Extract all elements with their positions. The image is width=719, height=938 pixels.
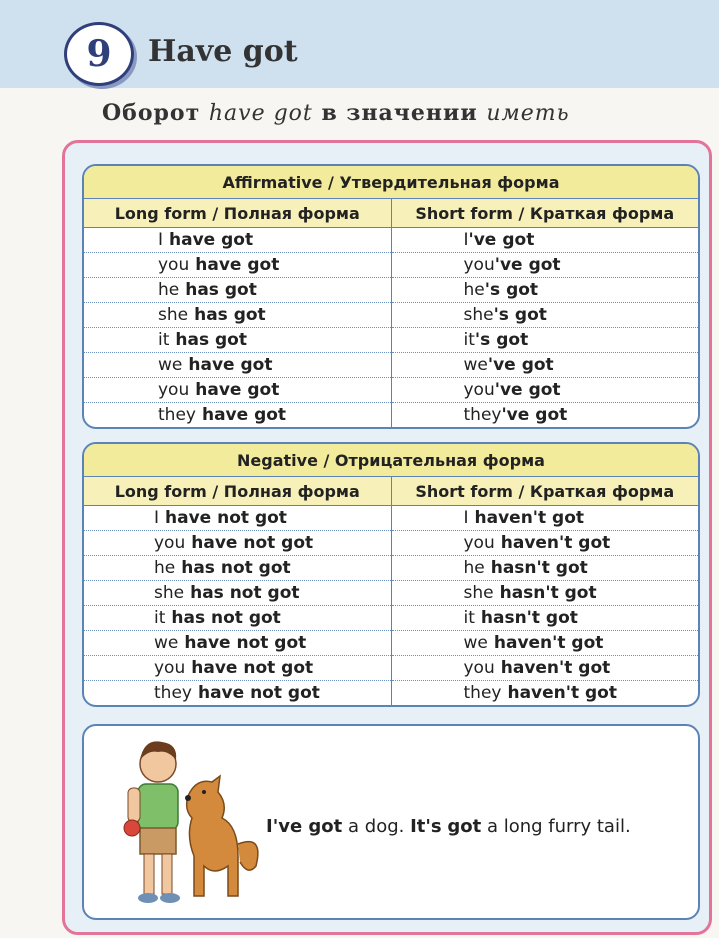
negative-verb: has not got <box>171 608 281 628</box>
affirmative-short-got: got <box>521 355 554 375</box>
negative-subject: you <box>154 533 186 553</box>
unit-number-badge <box>64 22 134 86</box>
affirmative-short-got: got <box>514 305 547 325</box>
affirmative-short-row <box>392 303 699 328</box>
affirmative-subject: I <box>158 230 164 250</box>
negative-short-row <box>392 606 699 631</box>
subtitle-part-2: have got <box>208 101 313 126</box>
affirmative-verb: has got <box>175 330 247 350</box>
negative-verb: has not got <box>181 558 291 578</box>
affirmative-subject: you <box>158 255 190 275</box>
affirmative-verb: have got <box>195 380 280 400</box>
negative-subject: they <box>463 683 502 703</box>
affirmative-subject: it <box>158 330 170 350</box>
negative-long-row <box>84 531 391 556</box>
affirmative-table <box>82 164 700 429</box>
affirmative-short-got: got <box>496 330 529 350</box>
affirmative-long-row <box>84 378 391 403</box>
affirmative-short-form-header: Short form / Краткая форма <box>391 199 699 227</box>
negative-subject: I <box>154 508 160 528</box>
negative-verb: have not got <box>191 533 314 553</box>
negative-long-row <box>84 631 391 656</box>
negative-verb: have not got <box>184 633 307 653</box>
affirmative-rows <box>84 228 698 427</box>
negative-short-row <box>392 531 699 556</box>
affirmative-short-row <box>392 228 699 253</box>
negative-short-row <box>392 656 699 681</box>
affirmative-short-subject: you <box>463 380 495 400</box>
negative-subject: you <box>154 658 186 678</box>
negative-subject: I <box>463 508 469 528</box>
example-word-2: a dog. <box>348 816 405 837</box>
affirmative-short-row <box>392 278 699 303</box>
affirmative-verb: have got <box>195 255 280 275</box>
affirmative-long-row <box>84 353 391 378</box>
affirmative-short-row <box>392 403 699 427</box>
negative-subject: we <box>463 633 488 653</box>
affirmative-subject: you <box>158 380 190 400</box>
affirmative-verb: have got <box>188 355 273 375</box>
affirmative-short-got: got <box>502 230 535 250</box>
negative-verb: have not got <box>165 508 287 528</box>
affirmative-short-subject: they <box>463 405 502 425</box>
negative-verb: hasn't got <box>480 608 578 628</box>
negative-verb: have not got <box>191 658 314 678</box>
boy-with-dog-illustration <box>88 726 288 918</box>
negative-long-column <box>84 506 391 705</box>
negative-long-form-header: Long form / Полная форма <box>114 481 360 501</box>
negative-verb: have not got <box>197 683 320 703</box>
affirmative-short-contraction: 've <box>487 355 516 375</box>
affirmative-short-row <box>392 353 699 378</box>
affirmative-long-row <box>84 303 391 328</box>
affirmative-short-subject: I <box>463 230 469 250</box>
affirmative-subject: we <box>158 355 183 375</box>
affirmative-short-contraction: 've <box>468 230 497 250</box>
negative-short-form-header: Short form / Краткая форма <box>391 477 699 505</box>
affirmative-short-contraction: 've <box>494 255 523 275</box>
affirmative-long-row <box>84 328 391 353</box>
negative-column-headers <box>84 477 698 506</box>
negative-long-row <box>84 656 391 681</box>
negative-subject: you <box>463 658 495 678</box>
affirmative-short-contraction: 's <box>474 330 491 350</box>
affirmative-subject: they <box>158 405 196 425</box>
unit-title: Have got <box>148 34 298 69</box>
negative-short-row <box>392 556 699 581</box>
negative-verb: hasn't got <box>490 558 588 578</box>
affirmative-short-subject: we <box>463 355 488 375</box>
negative-subject: she <box>463 583 494 603</box>
affirmative-verb: has got <box>185 280 257 300</box>
affirmative-short-row <box>392 378 699 403</box>
negative-subject: we <box>154 633 179 653</box>
affirmative-short-got: got <box>506 280 539 300</box>
negative-verb: haven't got <box>500 658 611 678</box>
negative-subject: she <box>154 583 185 603</box>
example-sentence <box>266 816 631 837</box>
example-illustration-card <box>82 724 700 920</box>
affirmative-short-row <box>392 253 699 278</box>
affirmative-short-got: got <box>528 255 561 275</box>
negative-subject: it <box>154 608 166 628</box>
affirmative-long-form-header: Long form / Полная форма <box>114 203 360 223</box>
affirmative-long-column <box>84 228 391 427</box>
negative-subject: they <box>154 683 192 703</box>
affirmative-subject: she <box>158 305 189 325</box>
affirmative-column-headers <box>84 199 698 228</box>
affirmative-short-contraction: 've <box>501 405 530 425</box>
example-word-1: I've got <box>266 816 343 837</box>
affirmative-short-subject: he <box>463 280 485 300</box>
negative-subject: he <box>463 558 485 578</box>
negative-short-row <box>392 631 699 656</box>
negative-verb: haven't got <box>493 633 604 653</box>
negative-verb: hasn't got <box>499 583 597 603</box>
negative-table <box>82 442 700 707</box>
affirmative-short-contraction: 's <box>493 305 509 325</box>
affirmative-long-row <box>84 228 391 253</box>
affirmative-verb: has got <box>194 305 266 325</box>
unit-number: 9 <box>86 33 112 75</box>
negative-short-row <box>392 581 699 606</box>
affirmative-short-row <box>392 328 699 353</box>
affirmative-table-title: Affirmative / Утвердительная форма <box>84 166 698 199</box>
example-word-4: got <box>447 816 482 837</box>
affirmative-long-row <box>84 278 391 303</box>
negative-short-row <box>392 681 699 705</box>
negative-verb: haven't got <box>507 683 617 703</box>
negative-long-row <box>84 606 391 631</box>
negative-long-row <box>84 556 391 581</box>
affirmative-short-contraction: 've <box>494 380 523 400</box>
affirmative-short-subject: she <box>463 305 494 325</box>
affirmative-subject: he <box>158 280 180 300</box>
negative-short-column <box>391 506 699 705</box>
affirmative-short-column <box>391 228 699 427</box>
negative-verb: haven't got <box>474 508 585 528</box>
negative-subject: he <box>154 558 176 578</box>
affirmative-short-got: got <box>528 380 561 400</box>
section-subtitle <box>102 100 570 126</box>
negative-long-row <box>84 681 391 705</box>
subtitle-part-3: в значении <box>321 100 478 126</box>
affirmative-short-contraction: 's <box>484 280 501 300</box>
negative-long-row <box>84 506 391 531</box>
negative-verb: has not got <box>190 583 300 603</box>
negative-subject: you <box>463 533 495 553</box>
affirmative-short-subject: you <box>463 255 495 275</box>
dog-figure <box>185 776 258 896</box>
affirmative-verb: have got <box>169 230 254 250</box>
negative-rows <box>84 506 698 705</box>
example-word-5: a long furry tail. <box>486 816 631 837</box>
subtitle-part-1: Оборот <box>102 100 201 126</box>
subtitle-part-4: иметь <box>486 101 570 126</box>
affirmative-short-subject: it <box>463 330 475 350</box>
affirmative-long-row <box>84 403 391 427</box>
negative-long-row <box>84 581 391 606</box>
affirmative-short-got: got <box>535 405 568 425</box>
negative-table-title: Negative / Отрицательная форма <box>84 444 698 477</box>
boy-figure <box>124 741 180 903</box>
negative-subject: it <box>463 608 475 628</box>
affirmative-long-row <box>84 253 391 278</box>
negative-verb: haven't got <box>500 533 611 553</box>
negative-short-row <box>392 506 699 531</box>
example-word-3: It's <box>410 816 442 837</box>
affirmative-verb: have got <box>201 405 287 425</box>
